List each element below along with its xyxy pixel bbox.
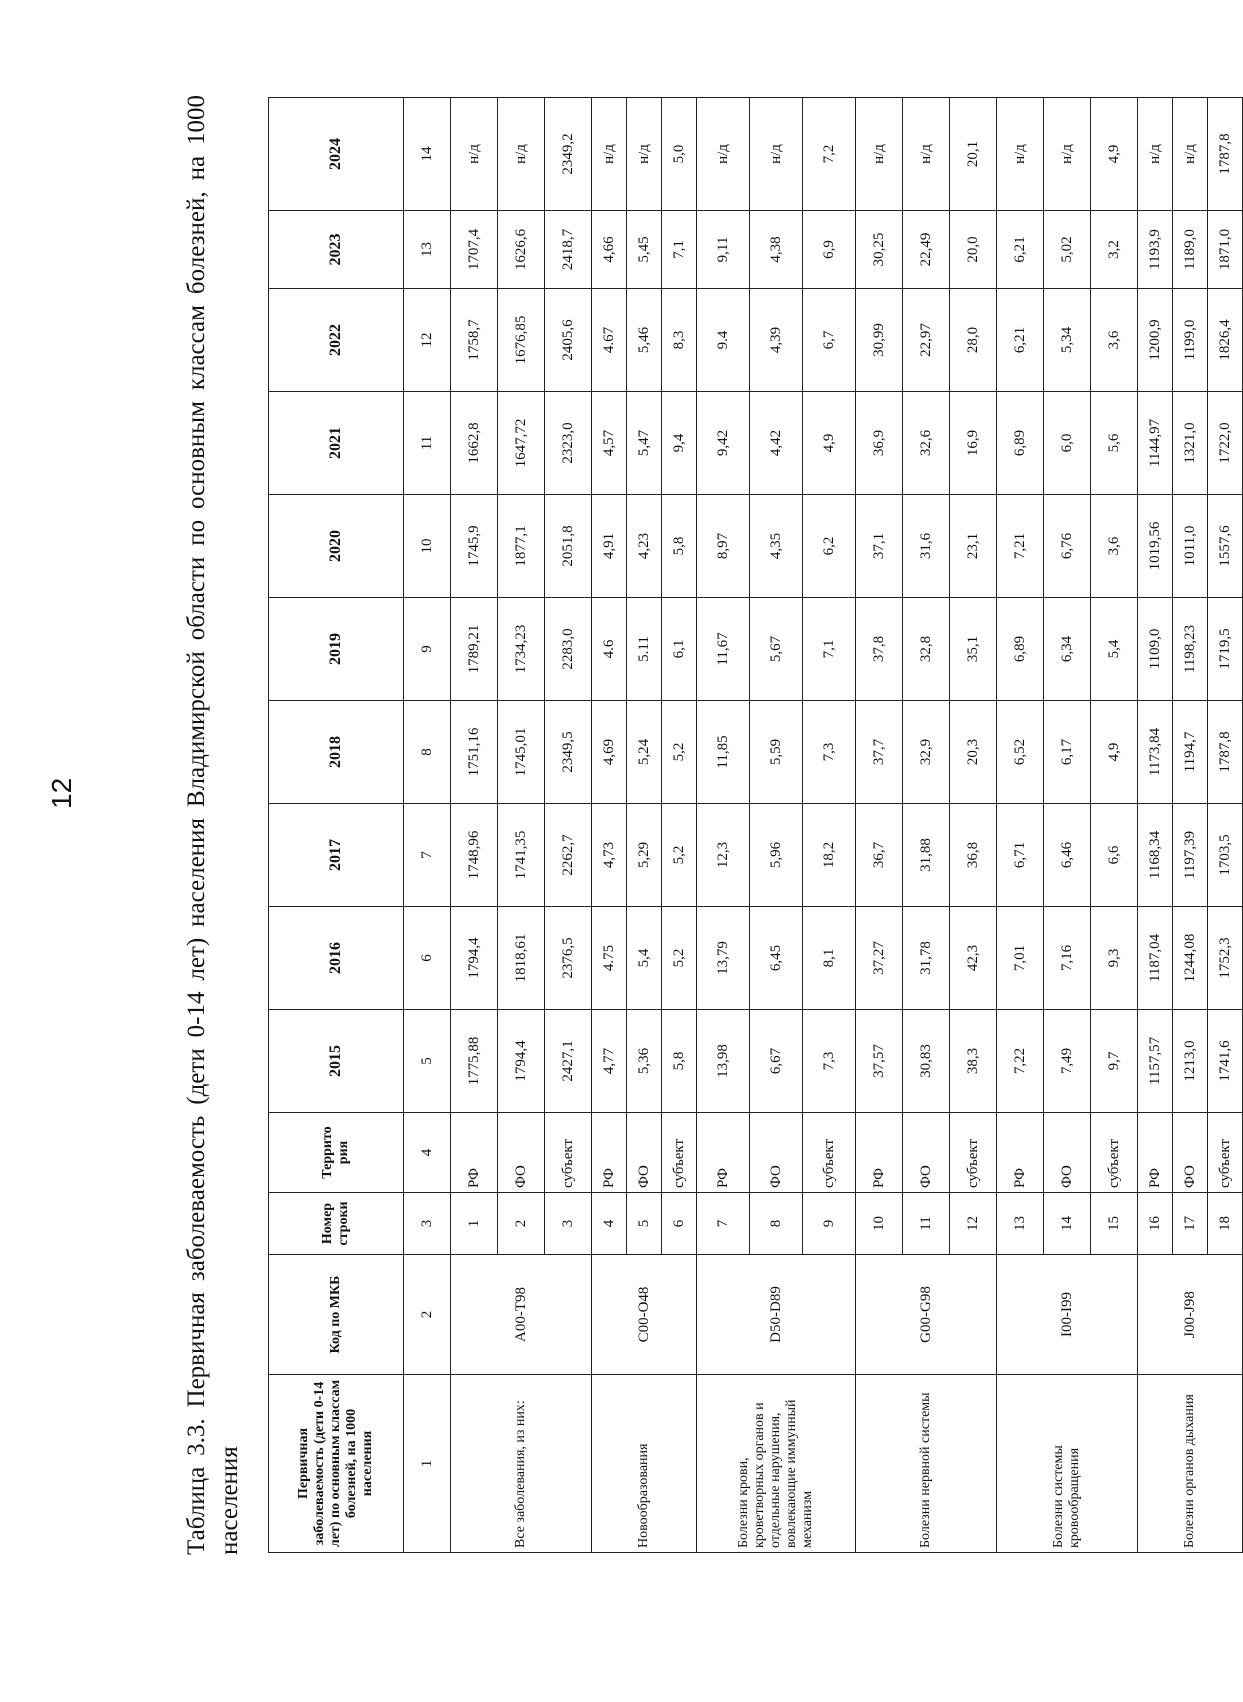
value-cell: 5,2 <box>662 701 697 804</box>
value-cell: 1244,08 <box>1173 907 1208 1010</box>
value-cell: 6,17 <box>1044 701 1091 804</box>
value-cell: 5,8 <box>662 1010 697 1113</box>
value-cell: н/д <box>697 98 750 211</box>
disease-class-name: Болезни крови, кроветворных органов и отдельные нарушения, вовлекающие иммунный механизм <box>697 1375 856 1553</box>
value-cell: 5,4 <box>1091 598 1138 701</box>
value-cell: 7,22 <box>997 1010 1044 1113</box>
value-cell: 6,67 <box>750 1010 803 1113</box>
territory: субъект <box>545 1113 592 1193</box>
table-caption: Таблица 3.3. Первичная заболеваемость (дети 0-14 лет) населения Владимирской области по основным классам болезней, на 1000 населения <box>183 95 243 1555</box>
territory: субъект <box>1091 1113 1138 1193</box>
column-number-cell: 12 <box>404 289 451 392</box>
value-cell: н/д <box>1173 98 1208 211</box>
icd-code: D50-D89 <box>697 1255 856 1375</box>
territory: РФ <box>697 1113 750 1193</box>
disease-class-name: Болезни органов дыхания <box>1138 1375 1243 1553</box>
territory: ФО <box>627 1113 662 1193</box>
territory: РФ <box>997 1113 1044 1193</box>
value-cell: 20,1 <box>950 98 997 211</box>
value-cell: 4,9 <box>1091 98 1138 211</box>
value-cell: 6,1 <box>662 598 697 701</box>
value-cell: 4,39 <box>750 289 803 392</box>
value-cell: 1789,21 <box>451 598 498 701</box>
icd-code: I00-I99 <box>997 1255 1138 1375</box>
value-cell: 1662,8 <box>451 392 498 495</box>
header-cell: Код по МКБ <box>269 1255 404 1375</box>
value-cell: 11,85 <box>697 701 750 804</box>
value-cell: 4.67 <box>592 289 627 392</box>
territory: субъект <box>950 1113 997 1193</box>
value-cell: 8,97 <box>697 495 750 598</box>
row-number: 10 <box>856 1193 903 1255</box>
row-number: 12 <box>950 1193 997 1255</box>
value-cell: 1787,8 <box>1208 701 1243 804</box>
value-cell: 6,7 <box>803 289 856 392</box>
value-cell: н/д <box>627 98 662 211</box>
table-body <box>269 98 1243 1553</box>
value-cell: 7,1 <box>803 598 856 701</box>
territory: ФО <box>498 1113 545 1193</box>
value-cell: 7,21 <box>997 495 1044 598</box>
value-cell: 5,02 <box>1044 211 1091 289</box>
value-cell: 1751,16 <box>451 701 498 804</box>
value-cell: 5,4 <box>627 907 662 1010</box>
value-cell: 1144,97 <box>1138 392 1173 495</box>
value-cell: 37,7 <box>856 701 903 804</box>
value-cell: 5,47 <box>627 392 662 495</box>
value-cell: 4,23 <box>627 495 662 598</box>
value-cell: 1741,35 <box>498 804 545 907</box>
value-cell: 31,78 <box>903 907 950 1010</box>
value-cell: 1722,0 <box>1208 392 1243 495</box>
value-cell: 5,45 <box>627 211 662 289</box>
value-cell: 8,1 <box>803 907 856 1010</box>
value-cell: 9.4 <box>697 289 750 392</box>
column-number-cell: 2 <box>404 1255 451 1375</box>
value-cell: 4,35 <box>750 495 803 598</box>
value-cell: 6,46 <box>1044 804 1091 907</box>
value-cell: 9,42 <box>697 392 750 495</box>
value-cell: 4,38 <box>750 211 803 289</box>
value-cell: 6,76 <box>1044 495 1091 598</box>
value-cell: 9,7 <box>1091 1010 1138 1113</box>
column-number-cell: 1 <box>404 1375 451 1553</box>
value-cell: 1647,72 <box>498 392 545 495</box>
value-cell: 6,45 <box>750 907 803 1010</box>
value-cell: 1198,23 <box>1173 598 1208 701</box>
territory: ФО <box>903 1113 950 1193</box>
value-cell: 5,8 <box>662 495 697 598</box>
territory: РФ <box>856 1113 903 1193</box>
header-cell: 2015 <box>269 1010 404 1113</box>
value-cell: 1213,0 <box>1173 1010 1208 1113</box>
column-number-cell: 8 <box>404 701 451 804</box>
value-cell: 23,1 <box>950 495 997 598</box>
value-cell: 30,99 <box>856 289 903 392</box>
value-cell: 4,91 <box>592 495 627 598</box>
column-number-cell: 10 <box>404 495 451 598</box>
value-cell: 36,8 <box>950 804 997 907</box>
value-cell: 1745,9 <box>451 495 498 598</box>
value-cell: 2349,2 <box>545 98 592 211</box>
value-cell: 37,8 <box>856 598 903 701</box>
value-cell: 1871,0 <box>1208 211 1243 289</box>
row-number: 13 <box>997 1193 1044 1255</box>
header-row <box>269 98 404 1553</box>
value-cell: 4,66 <box>592 211 627 289</box>
disease-class-name: Новообразования <box>592 1375 697 1553</box>
value-cell: 31,6 <box>903 495 950 598</box>
row-number: 14 <box>1044 1193 1091 1255</box>
value-cell: 4,9 <box>803 392 856 495</box>
value-cell: 1818,61 <box>498 907 545 1010</box>
value-cell: 32,8 <box>903 598 950 701</box>
page-number: 12 <box>46 777 77 809</box>
value-cell: 6,52 <box>997 701 1044 804</box>
value-cell: 2376,5 <box>545 907 592 1010</box>
value-cell: 6,21 <box>997 211 1044 289</box>
icd-code: C00-O48 <box>592 1255 697 1375</box>
disease-class-name: Болезни нервной системы <box>856 1375 997 1553</box>
value-cell: н/д <box>592 98 627 211</box>
value-cell: 1189,0 <box>1173 211 1208 289</box>
value-cell: 1109,0 <box>1138 598 1173 701</box>
value-cell: 4.75 <box>592 907 627 1010</box>
value-cell: н/д <box>1138 98 1173 211</box>
value-cell: 6,71 <box>997 804 1044 907</box>
value-cell: 2349,5 <box>545 701 592 804</box>
value-cell: 6,34 <box>1044 598 1091 701</box>
column-number-cell: 9 <box>404 598 451 701</box>
value-cell: 32,9 <box>903 701 950 804</box>
value-cell: н/д <box>1044 98 1091 211</box>
value-cell: 35,1 <box>950 598 997 701</box>
value-cell: 38,3 <box>950 1010 997 1113</box>
value-cell: 16,9 <box>950 392 997 495</box>
value-cell: 7,1 <box>662 211 697 289</box>
icd-code: J00-J98 <box>1138 1255 1243 1375</box>
value-cell: 6,0 <box>1044 392 1091 495</box>
header-cell: 2024 <box>269 98 404 211</box>
value-cell: 42,3 <box>950 907 997 1010</box>
territory: субъект <box>662 1113 697 1193</box>
value-cell: 1194,7 <box>1173 701 1208 804</box>
header-cell: 2018 <box>269 701 404 804</box>
value-cell: 5,2 <box>662 907 697 1010</box>
value-cell: 6,89 <box>997 392 1044 495</box>
value-cell: 28,0 <box>950 289 997 392</box>
value-cell: 1626,6 <box>498 211 545 289</box>
value-cell: 32,6 <box>903 392 950 495</box>
disease-class-name: Все заболевания, из них: <box>451 1375 592 1553</box>
row-number: 3 <box>545 1193 592 1255</box>
value-cell: 4.6 <box>592 598 627 701</box>
value-cell: 1676,85 <box>498 289 545 392</box>
value-cell: 7,3 <box>803 1010 856 1113</box>
value-cell: 4,57 <box>592 392 627 495</box>
column-number-cell: 4 <box>404 1113 451 1193</box>
value-cell: н/д <box>750 98 803 211</box>
value-cell: 2283,0 <box>545 598 592 701</box>
value-cell: 5,24 <box>627 701 662 804</box>
value-cell: 4,69 <box>592 701 627 804</box>
value-cell: 1775,88 <box>451 1010 498 1113</box>
value-cell: 7,49 <box>1044 1010 1091 1113</box>
row-number: 17 <box>1173 1193 1208 1255</box>
column-number-cell: 11 <box>404 392 451 495</box>
value-cell: н/д <box>903 98 950 211</box>
value-cell: 9,4 <box>662 392 697 495</box>
value-cell: 1748,96 <box>451 804 498 907</box>
value-cell: 3,6 <box>1091 495 1138 598</box>
table-row <box>592 98 627 1553</box>
value-cell: 1752,3 <box>1208 907 1243 1010</box>
value-cell: 6,89 <box>997 598 1044 701</box>
value-cell: 20,0 <box>950 211 997 289</box>
value-cell: 13,98 <box>697 1010 750 1113</box>
value-cell: 1199,0 <box>1173 289 1208 392</box>
territory: РФ <box>1138 1113 1173 1193</box>
row-number: 15 <box>1091 1193 1138 1255</box>
value-cell: 1321,0 <box>1173 392 1208 495</box>
value-cell: 13,79 <box>697 907 750 1010</box>
value-cell: 1794,4 <box>451 907 498 1010</box>
value-cell: 1719,5 <box>1208 598 1243 701</box>
value-cell: 5,36 <box>627 1010 662 1113</box>
value-cell: н/д <box>997 98 1044 211</box>
value-cell: 20,3 <box>950 701 997 804</box>
value-cell: 37,27 <box>856 907 903 1010</box>
value-cell: 5,0 <box>662 98 697 211</box>
value-cell: 37,1 <box>856 495 903 598</box>
value-cell: 1187,04 <box>1138 907 1173 1010</box>
value-cell: 1193,9 <box>1138 211 1173 289</box>
value-cell: 9,3 <box>1091 907 1138 1010</box>
value-cell: 5,59 <box>750 701 803 804</box>
value-cell: 2405,6 <box>545 289 592 392</box>
column-number-cell: 14 <box>404 98 451 211</box>
value-cell: 1745,01 <box>498 701 545 804</box>
value-cell: 1741,6 <box>1208 1010 1243 1113</box>
row-number: 16 <box>1138 1193 1173 1255</box>
table-row <box>1138 98 1173 1553</box>
icd-code: G00-G98 <box>856 1255 997 1375</box>
value-cell: н/д <box>498 98 545 211</box>
value-cell: 6,2 <box>803 495 856 598</box>
value-cell: 1794,4 <box>498 1010 545 1113</box>
value-cell: 12,3 <box>697 804 750 907</box>
value-cell: 3,6 <box>1091 289 1138 392</box>
disease-class-name: Болезни системы кровообращения <box>997 1375 1138 1553</box>
value-cell: 5,2 <box>662 804 697 907</box>
row-number: 5 <box>627 1193 662 1255</box>
value-cell: 2323,0 <box>545 392 592 495</box>
row-number: 9 <box>803 1193 856 1255</box>
column-number-cell: 5 <box>404 1010 451 1113</box>
value-cell: 5,6 <box>1091 392 1138 495</box>
row-number: 4 <box>592 1193 627 1255</box>
value-cell: 1157,57 <box>1138 1010 1173 1113</box>
table-row <box>451 98 498 1553</box>
value-cell: 6,6 <box>1091 804 1138 907</box>
value-cell: 5,29 <box>627 804 662 907</box>
value-cell: 7,3 <box>803 701 856 804</box>
value-cell: 1703,5 <box>1208 804 1243 907</box>
value-cell: 1707,4 <box>451 211 498 289</box>
header-cell: 2020 <box>269 495 404 598</box>
value-cell: 3,2 <box>1091 211 1138 289</box>
value-cell: 7,2 <box>803 98 856 211</box>
territory: ФО <box>1173 1113 1208 1193</box>
header-cell: Номер строки <box>269 1193 404 1255</box>
row-number: 18 <box>1208 1193 1243 1255</box>
value-cell: 18,2 <box>803 804 856 907</box>
value-cell: 4,9 <box>1091 701 1138 804</box>
icd-code: A00-T98 <box>451 1255 592 1375</box>
value-cell: 1011,0 <box>1173 495 1208 598</box>
territory: субъект <box>1208 1113 1243 1193</box>
value-cell: 1173,84 <box>1138 701 1173 804</box>
value-cell: 1758,7 <box>451 289 498 392</box>
value-cell: 4,73 <box>592 804 627 907</box>
value-cell: 36,9 <box>856 392 903 495</box>
header-cell: 2016 <box>269 907 404 1010</box>
header-cell: 2022 <box>269 289 404 392</box>
table-row <box>856 98 903 1553</box>
value-cell: 36,7 <box>856 804 903 907</box>
value-cell: 7,01 <box>997 907 1044 1010</box>
row-number: 6 <box>662 1193 697 1255</box>
value-cell: 37,57 <box>856 1010 903 1113</box>
column-number-cell: 13 <box>404 211 451 289</box>
value-cell: 1826,4 <box>1208 289 1243 392</box>
value-cell: 1877,1 <box>498 495 545 598</box>
value-cell: 30,83 <box>903 1010 950 1113</box>
value-cell: 4,77 <box>592 1010 627 1113</box>
value-cell: 8,3 <box>662 289 697 392</box>
value-cell: 5,96 <box>750 804 803 907</box>
territory: субъект <box>803 1113 856 1193</box>
territory: РФ <box>451 1113 498 1193</box>
value-cell: 4,42 <box>750 392 803 495</box>
rotated-landscape-content <box>180 95 1233 1555</box>
value-cell: 1200,9 <box>1138 289 1173 392</box>
column-number-cell: 3 <box>404 1193 451 1255</box>
column-number-cell: 7 <box>404 804 451 907</box>
value-cell: 11,67 <box>697 598 750 701</box>
value-cell: 5,46 <box>627 289 662 392</box>
value-cell: 6,21 <box>997 289 1044 392</box>
row-number: 2 <box>498 1193 545 1255</box>
value-cell: 5.11 <box>627 598 662 701</box>
value-cell: 9,11 <box>697 211 750 289</box>
value-cell: 5,34 <box>1044 289 1091 392</box>
value-cell: 1734,23 <box>498 598 545 701</box>
value-cell: 6,9 <box>803 211 856 289</box>
column-number-cell: 6 <box>404 907 451 1010</box>
value-cell: 5,67 <box>750 598 803 701</box>
value-cell: 2262,7 <box>545 804 592 907</box>
value-cell: 1168,34 <box>1138 804 1173 907</box>
table-row <box>697 98 750 1553</box>
row-number: 8 <box>750 1193 803 1255</box>
value-cell: 1197,39 <box>1173 804 1208 907</box>
row-number: 1 <box>451 1193 498 1255</box>
value-cell: 7,16 <box>1044 907 1091 1010</box>
morbidity-table <box>268 97 1243 1553</box>
table-row <box>997 98 1044 1553</box>
header-cell: 2017 <box>269 804 404 907</box>
value-cell: 1019,56 <box>1138 495 1173 598</box>
value-cell: 2418,7 <box>545 211 592 289</box>
column-number-row <box>404 98 451 1553</box>
header-cell: 2023 <box>269 211 404 289</box>
value-cell: н/д <box>856 98 903 211</box>
row-number: 7 <box>697 1193 750 1255</box>
territory: ФО <box>1044 1113 1091 1193</box>
row-number: 11 <box>903 1193 950 1255</box>
value-cell: 22,97 <box>903 289 950 392</box>
value-cell: 30,25 <box>856 211 903 289</box>
value-cell: н/д <box>451 98 498 211</box>
value-cell: 2427,1 <box>545 1010 592 1113</box>
value-cell: 22,49 <box>903 211 950 289</box>
territory: РФ <box>592 1113 627 1193</box>
header-cell: 2019 <box>269 598 404 701</box>
value-cell: 31,88 <box>903 804 950 907</box>
value-cell: 1787,8 <box>1208 98 1243 211</box>
value-cell: 2051,8 <box>545 495 592 598</box>
territory: ФО <box>750 1113 803 1193</box>
header-cell: Террито рия <box>269 1113 404 1193</box>
header-cell: Первичная заболеваемость (дети 0-14 лет) по основным классам болезней, на 1000 населения <box>269 1375 404 1553</box>
header-cell: 2021 <box>269 392 404 495</box>
value-cell: 1557,6 <box>1208 495 1243 598</box>
